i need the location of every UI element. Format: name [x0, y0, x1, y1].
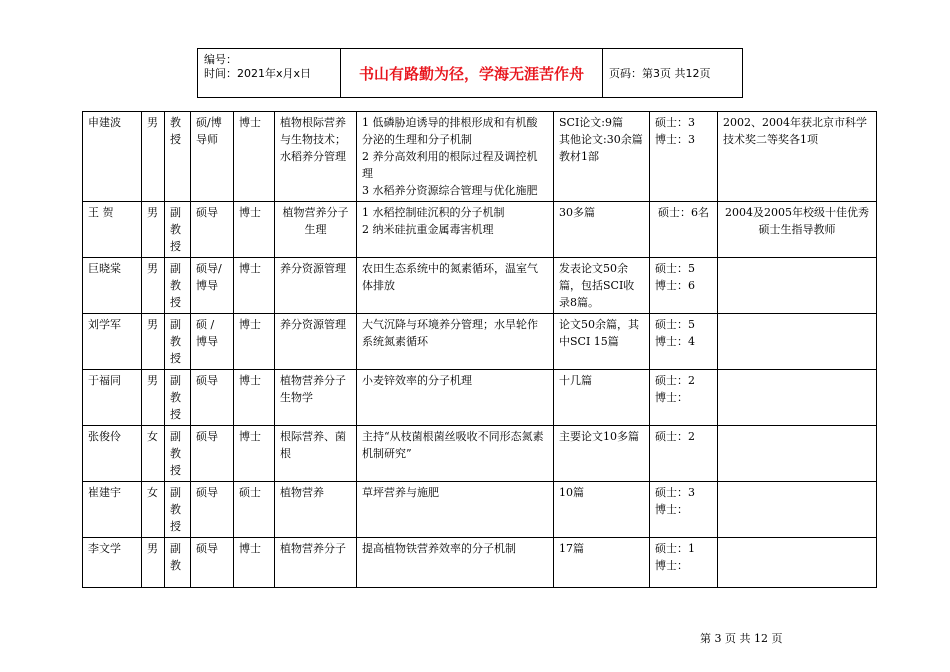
cell-gender: 女	[142, 426, 165, 482]
cell-advisor: 硕导	[191, 538, 234, 588]
cell-students: 硕士：1 博士：	[650, 538, 718, 588]
page-header	[197, 48, 743, 98]
cell-degree: 硕士	[234, 482, 275, 538]
cell-advisor: 硕导	[191, 426, 234, 482]
faculty-table	[82, 111, 877, 588]
cell-name: 崔建宇	[83, 482, 142, 538]
table-row	[83, 426, 877, 482]
table-row	[83, 202, 877, 258]
table-row	[83, 538, 877, 588]
cell-degree: 博士	[234, 314, 275, 370]
table-row	[83, 370, 877, 426]
cell-name: 李文学	[83, 538, 142, 588]
cell-degree: 博士	[234, 202, 275, 258]
cell-awards	[718, 538, 877, 588]
cell-degree: 博士	[234, 112, 275, 202]
cell-papers: 10篇	[554, 482, 650, 538]
cell-title: 副教授	[165, 370, 191, 426]
cell-students: 硕士：2 博士：	[650, 370, 718, 426]
cell-advisor: 硕导	[191, 370, 234, 426]
cell-advisor: 硕导	[191, 202, 234, 258]
cell-awards: 2004及2005年校级十佳优秀硕士生指导教师	[718, 202, 877, 258]
cell-name: 申建波	[83, 112, 142, 202]
cell-gender: 男	[142, 370, 165, 426]
cell-title: 副教授	[165, 314, 191, 370]
cell-gender: 女	[142, 482, 165, 538]
table-row	[83, 112, 877, 202]
cell-name: 张俊伶	[83, 426, 142, 482]
header-meta	[198, 49, 341, 97]
cell-papers: 论文50余篇，其中SCI 15篇	[554, 314, 650, 370]
cell-title: 教授	[165, 112, 191, 202]
cell-field: 植物根际营养与生物技术；水稻养分管理	[275, 112, 357, 202]
page-label: 页码：第3页 共12页	[609, 67, 711, 80]
time-label: 时间：2021年x月x日	[204, 67, 312, 80]
cell-gender: 男	[142, 202, 165, 258]
cell-papers: 主要论文10多篇	[554, 426, 650, 482]
cell-degree: 博士	[234, 258, 275, 314]
cell-awards	[718, 258, 877, 314]
cell-field: 植物营养分子	[275, 538, 357, 588]
cell-field: 植物营养分子生理	[275, 202, 357, 258]
cell-title: 副教授	[165, 482, 191, 538]
table-row	[83, 258, 877, 314]
cell-research: 大气沉降与环境养分管理；水旱轮作系统氮素循环	[357, 314, 554, 370]
cell-name: 刘学军	[83, 314, 142, 370]
cell-research: 小麦锌效率的分子机理	[357, 370, 554, 426]
cell-papers: 十几篇	[554, 370, 650, 426]
cell-research: 提高植物铁营养效率的分子机制	[357, 538, 554, 588]
cell-gender: 男	[142, 258, 165, 314]
cell-students: 硕士：5 博士：4	[650, 314, 718, 370]
cell-field: 养分资源管理	[275, 314, 357, 370]
cell-advisor: 硕导/博导	[191, 258, 234, 314]
cell-papers: 30多篇	[554, 202, 650, 258]
cell-degree: 博士	[234, 370, 275, 426]
cell-awards	[718, 482, 877, 538]
cell-students: 硕士：3 博士：	[650, 482, 718, 538]
cell-students: 硕士：3 博士：3	[650, 112, 718, 202]
table-body	[83, 112, 877, 588]
cell-name: 巨晓棠	[83, 258, 142, 314]
cell-research: 1 水稻控制硅沉积的分子机制 2 纳米硅抗重金属毒害机理	[357, 202, 554, 258]
cell-title: 副教授	[165, 202, 191, 258]
cell-papers: 发表论文50余篇，包括SCI收录8篇。	[554, 258, 650, 314]
cell-field: 植物营养分子生物学	[275, 370, 357, 426]
cell-gender: 男	[142, 538, 165, 588]
cell-advisor: 硕/博导师	[191, 112, 234, 202]
number-label: 编号：	[204, 53, 237, 66]
footer-page-number: 第 3 页 共 12 页	[700, 632, 783, 645]
cell-students: 硕士：6名	[650, 202, 718, 258]
cell-title: 副教授	[165, 258, 191, 314]
cell-students: 硕士：5 博士：6	[650, 258, 718, 314]
cell-name: 于福同	[83, 370, 142, 426]
cell-research: 草坪营养与施肥	[357, 482, 554, 538]
cell-awards	[718, 314, 877, 370]
cell-awards: 2002、2004年获北京市科学技术奖二等奖各1项	[718, 112, 877, 202]
cell-papers: SCI论文:9篇 其他论文:30余篇 教材1部	[554, 112, 650, 202]
cell-title: 副教授	[165, 426, 191, 482]
table-row	[83, 314, 877, 370]
cell-papers: 17篇	[554, 538, 650, 588]
cell-field: 植物营养	[275, 482, 357, 538]
cell-degree: 博士	[234, 426, 275, 482]
cell-field: 根际营养、菌根	[275, 426, 357, 482]
motto: 书山有路勤为径，学海无涯苦作舟	[341, 49, 603, 97]
cell-students: 硕士：2	[650, 426, 718, 482]
cell-degree: 博士	[234, 538, 275, 588]
cell-awards	[718, 370, 877, 426]
cell-gender: 男	[142, 112, 165, 202]
cell-research: 农田生态系统中的氮素循环，温室气体排放	[357, 258, 554, 314]
cell-research: 1 低磷胁迫诱导的排根形成和有机酸分泌的生理和分子机制 2 养分高效利用的根际过程及调控机理 3 水稻养分资源综合管理与优化施肥	[357, 112, 554, 202]
cell-awards	[718, 426, 877, 482]
cell-title: 副教	[165, 538, 191, 588]
cell-advisor: 硕 / 博导	[191, 314, 234, 370]
cell-name: 王 贺	[83, 202, 142, 258]
cell-gender: 男	[142, 314, 165, 370]
cell-advisor: 硕导	[191, 482, 234, 538]
table-row	[83, 482, 877, 538]
cell-field: 养分资源管理	[275, 258, 357, 314]
cell-research: 主持“从枝菌根菌丝吸收不同形态氮素机制研究”	[357, 426, 554, 482]
